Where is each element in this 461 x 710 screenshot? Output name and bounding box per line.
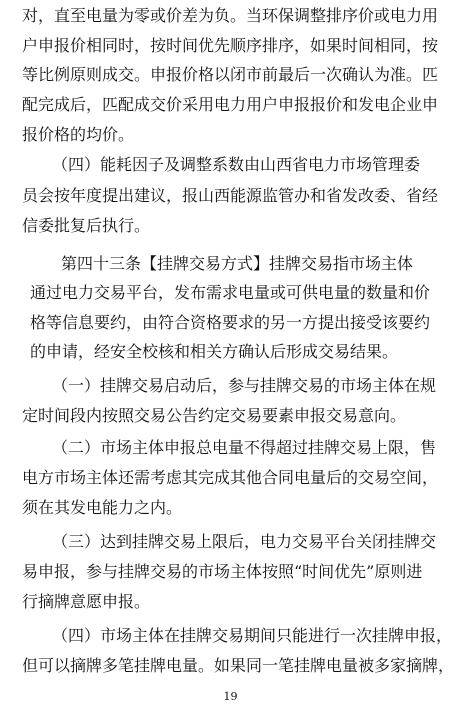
text-line: 行摘牌意愿申报。 <box>22 592 151 611</box>
text-line: 但可以摘牌多笔挂牌电量。如果同一笔挂牌电量被多家摘牌， <box>22 656 455 675</box>
text-line: 格等信息要约，由符合资格要求的另一方提出接受该要约 <box>30 313 431 332</box>
text-line: 信委批复后执行。 <box>22 216 151 235</box>
text-line: （一）挂牌交易启动后，参与挂牌交易的市场主体在规 <box>52 376 437 395</box>
text-line: 配完成后，匹配成交价采用电力用户申报报价和发电企业申 <box>22 95 439 114</box>
text-line: 等比例原则成交。申报价格以闭市前最后一次确认为准。匹 <box>22 65 439 84</box>
text-line: 报价格的均价。 <box>22 125 135 144</box>
text-line: 对，直至电量为零或价差为负。当环保调整排序价或电力用 <box>22 6 439 25</box>
article-heading-line: 第四十三条【挂牌交易方式】挂牌交易指市场主体 <box>61 254 414 273</box>
text-line: （三）达到挂牌交易上限后，电力交易平台关闭挂牌交 <box>52 532 437 551</box>
text-line: （四）市场主体在挂牌交易期间只能进行一次挂牌申报， <box>52 626 453 645</box>
text-line: 的申请，经安全校核和相关方确认后形成交易结果。 <box>30 342 399 361</box>
text-line: （二）市场主体申报总电量不得超过挂牌交易上限，售 <box>52 438 437 457</box>
page-number: 19 <box>223 690 238 703</box>
text-line: 易申报，参与挂牌交易的市场主体按照“时间优先”原则进 <box>22 562 423 581</box>
text-line: 须在其发电能力之内。 <box>22 498 183 517</box>
text-line: 户申报价相同时，按时间优先顺序排序，如果时间相同，按 <box>22 36 439 55</box>
text-line: 员会按年度提出建议，报山西能源监管办和省发改委、省经 <box>22 186 439 205</box>
text-line: 电方市场主体还需考虑其完成其他合同电量后的交易空间， <box>22 468 439 487</box>
text-line: （四）能耗因子及调整系数由山西省电力市场管理委 <box>52 155 421 174</box>
text-line: 通过电力交易平台，发布需求电量或可供电量的数量和价 <box>30 283 431 302</box>
text-line: 定时间段内按照交易公告约定交易要素申报交易意向。 <box>22 406 407 425</box>
